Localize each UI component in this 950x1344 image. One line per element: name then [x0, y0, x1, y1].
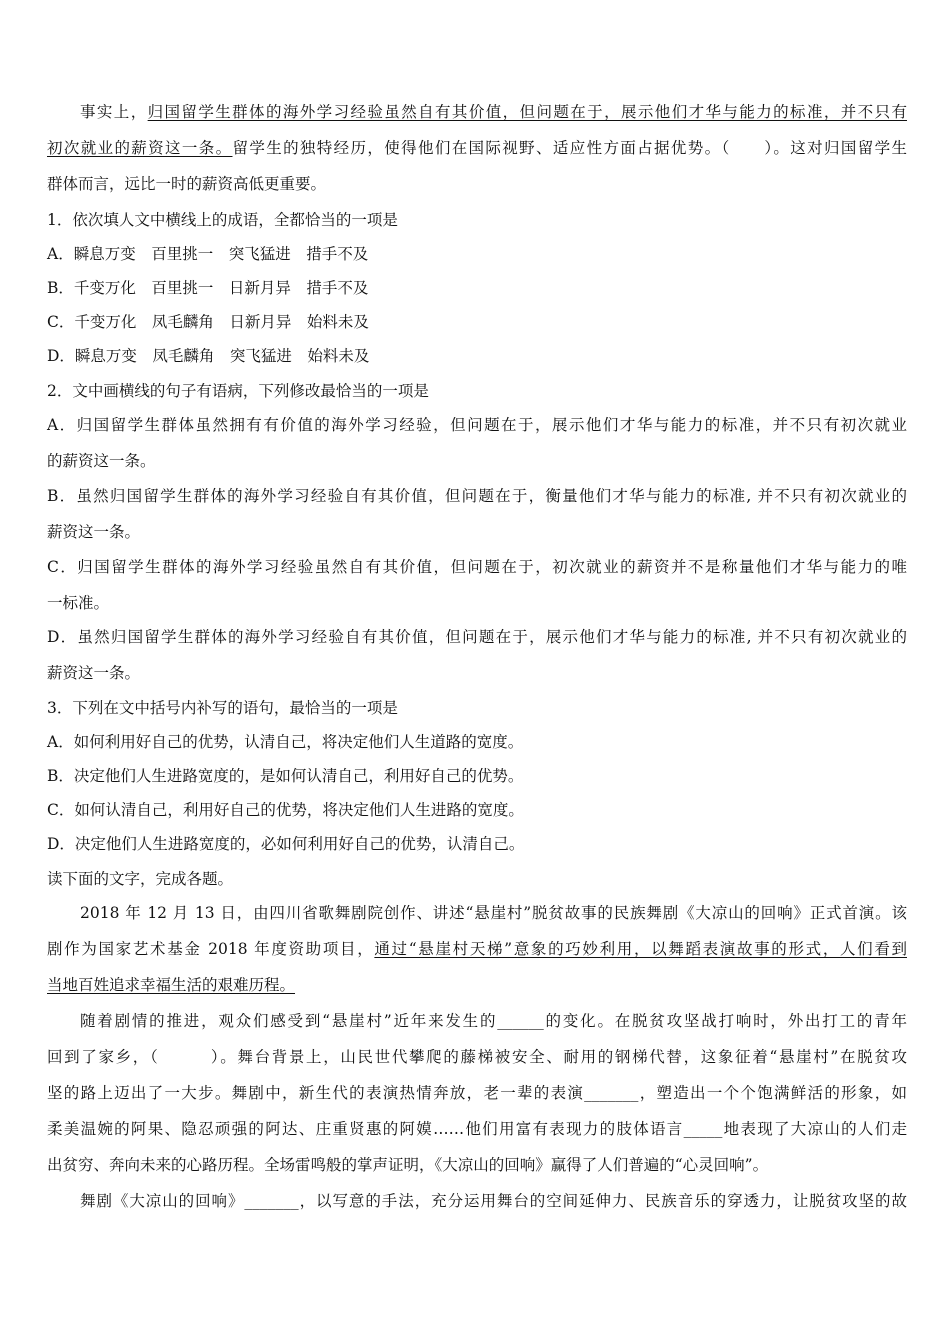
question-3-option-a: A．如何利用好自己的优势，认清自己，将决定他们人生道路的宽度。	[47, 733, 524, 751]
question-2-option-b-line-1: B．虽然归国留学生群体的海外学习经验自有其价值，但问题在于，衡量他们才华与能力的标准, 并不只有初次就业的	[47, 487, 907, 505]
question-2-option-a-line-2: 的薪资这一条。	[47, 452, 156, 470]
passage2-p2-line-5: 出贫穷、奔向未来的心路历程。全场雷鸣般的掌声证明，《大凉山的回响》赢得了人们普遍的“心灵回响”。	[47, 1156, 769, 1174]
underlined-sentence-2-end: 当地百姓追求幸福生活的艰难历程。	[47, 976, 296, 994]
question-1-option-b: B．千变万化 百里挑一 日新月异 措手不及	[47, 279, 369, 297]
question-3-stem: 3．下列在文中括号内补写的语句，最恰当的一项是	[47, 699, 398, 717]
question-3-option-d: D．决定他们人生进路宽度的，必如何利用好自己的优势，认清自己。	[47, 835, 525, 853]
question-1-option-c: C．千变万化 凤毛麟角 日新月异 始料未及	[47, 313, 369, 331]
passage2-p1-line-1: 2018 年 12 月 13 日，由四川省歌舞剧院创作、讲述“悬崖村”脱贫故事的民族舞剧《大凉山的回响》正式首演。该	[80, 904, 907, 922]
reading-instruction: 读下面的文字，完成各题。	[47, 870, 234, 888]
passage1-line-3: 群体而言，远比一时的薪资高低更重要。	[47, 175, 327, 193]
passage2-p2-line-2: 回到了家乡，（ ）。舞台背景上，山民世代攀爬的藤梯被安全、耐用的钢梯代替，这象征着“悬崖村”在脱贫攻	[47, 1048, 907, 1066]
question-1-option-d: D．瞬息万变 凤毛麟角 突飞猛进 始料未及	[47, 347, 370, 365]
underlined-sentence-end: 初次就业的薪资这一条。	[47, 139, 233, 157]
passage2-p2-line-4: 柔美温婉的阿果、隐忍顽强的阿达、庄重贤惠的阿嫫……他们用富有表现力的肢体语言_____地表现了大凉山的人们走	[47, 1120, 907, 1138]
passage2-p2-line-1: 随着剧情的推进，观众们感受到“悬崖村”近年来发生的______的变化。在脱贫攻坚战打响时，外出打工的青年	[80, 1012, 907, 1030]
question-2-option-d-line-2: 薪资这一条。	[47, 664, 141, 682]
passage2-p1-line-2: 剧作为国家艺术基金 2018 年度资助项目，通过“悬崖村天梯”意象的巧妙利用，以舞蹈表演故事的形式，人们看到	[47, 940, 907, 958]
passage2-p1-line-3	[47, 975, 907, 995]
question-2-option-d-line-1: D．虽然归国留学生群体的海外学习经验自有其价值，但问题在于，展示他们才华与能力的标准, 并不只有初次就业的	[47, 628, 907, 646]
question-1-stem: 1．依次填人文中横线上的成语，全都恰当的一项是	[47, 211, 398, 229]
question-2-stem: 2．文中画横线的句子有语病，下列修改最恰当的一项是	[47, 382, 429, 400]
passage1-line-2: 初次就业的薪资这一条。留学生的独特经历，使得他们在国际视野、适应性方面占据优势。（ ）。这对归国留学生	[47, 139, 907, 157]
question-3-option-b: B．决定他们人生进路宽度的，是如何认清自己，利用好自己的优势。	[47, 767, 524, 785]
underlined-sentence: 归国留学生群体的海外学习经验虽然自有其价值，但问题在于，展示他们才华与能力的标准，并不只有	[147, 103, 907, 121]
question-2-option-c-line-1: C．归国留学生群体的海外学习经验虽然自有其价值，但问题在于，初次就业的薪资并不是称量他们才华与能力的唯	[47, 558, 907, 576]
question-2-option-a-line-1: A．归国留学生群体虽然拥有有价值的海外学习经验，但问题在于，展示他们才华与能力的标准，并不只有初次就业	[47, 416, 907, 434]
passage2-p3-line-1: 舞剧《大凉山的回响》_______，以写意的手法，充分运用舞台的空间延伸力、民族音乐的穿透力，让脱贫攻坚的故	[80, 1192, 907, 1210]
question-1-option-a: A．瞬息万变 百里挑一 突飞猛进 措手不及	[47, 245, 369, 263]
question-3-option-c: C．如何认清自己，利用好自己的优势，将决定他们人生进路的宽度。	[47, 801, 524, 819]
passage1-line-1: 事实上，归国留学生群体的海外学习经验虽然自有其价值，但问题在于，展示他们才华与能力的标准，并不只有	[80, 103, 907, 121]
passage2-p2-line-3: 坚的路上迈出了一大步。舞剧中，新生代的表演热情奔放，老一辈的表演_______，塑造出一个个饱满鲜活的形象，如	[47, 1084, 907, 1102]
question-2-option-b-line-2: 薪资这一条。	[47, 523, 141, 541]
underlined-sentence-2: 通过“悬崖村天梯”意象的巧妙利用，以舞蹈表演故事的形式，人们看到	[374, 940, 907, 958]
question-2-option-c-line-2: 一标准。	[47, 594, 110, 612]
